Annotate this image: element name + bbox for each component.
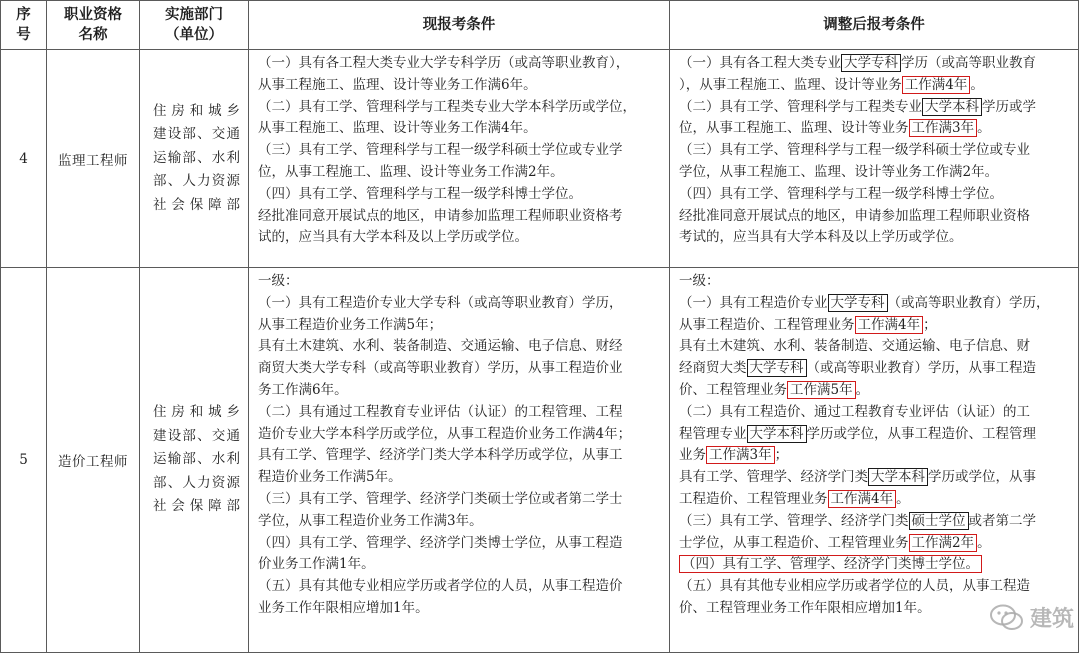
text-segment: 。	[970, 76, 984, 93]
highlight-black: 硕士学位	[909, 512, 969, 530]
row-department	[140, 50, 249, 268]
text-segment: （四）具有工学、管理科学与工程一级学科博士学位。	[679, 185, 1003, 202]
highlight-black: 大学本科	[747, 425, 807, 443]
text-segment: 学历或学位，从事	[928, 469, 1036, 486]
header-current-conditions: 现报考条件	[249, 1, 670, 50]
text-segment: 经商贸大类	[679, 360, 747, 377]
row-adjusted-conditions	[670, 50, 1079, 268]
condition-line	[679, 315, 1070, 337]
text-segment: 。	[855, 381, 870, 398]
condition-line: 务工作满6年。	[258, 381, 348, 398]
condition-line	[679, 533, 1070, 555]
watermark-text: 建筑	[1029, 607, 1074, 632]
condition-line: 经批准同意开展试点的地区，申请参加监理工程师职业资格考	[258, 207, 623, 224]
text-segment: 。	[896, 490, 910, 507]
condition-line	[679, 402, 1070, 424]
condition-line	[679, 75, 1070, 97]
text-segment: ；	[774, 447, 789, 464]
text-segment: 具有工学、管理学、经济学门类	[679, 469, 868, 486]
condition-line: （四）具有工学、管理科学与工程一级学科博士学位。	[258, 185, 582, 202]
highlight-red: 工作满3年	[909, 119, 978, 137]
highlight-black: 大学本科	[922, 98, 982, 116]
condition-line: 从事工程造价业务工作满5年；	[258, 316, 443, 333]
condition-line	[679, 206, 1070, 228]
row-qualification: 监理工程师	[47, 50, 140, 268]
row-current-conditions	[249, 268, 670, 653]
text-segment: 位，从事工程施工、监理、设计等业务	[679, 120, 909, 137]
highlight-black: 大学专科	[828, 294, 888, 312]
department-line: 住房和城乡	[153, 404, 240, 421]
condition-line	[679, 467, 1070, 489]
text-segment: 考试的，应当具有大学本科及以上学历或学位。	[679, 229, 963, 246]
condition-line	[679, 554, 1070, 576]
condition-line: 商贸大类大学专科（或高等职业教育）学历，从事工程造价业	[258, 360, 623, 377]
condition-line: 造价专业大学本科学历或学位，从事工程造价业务工作满4年；	[258, 425, 632, 442]
text-segment: （一）具有各工程大类专业	[679, 55, 841, 71]
text-segment: 从事工程造价、工程管理业务	[679, 316, 855, 333]
department-line: 建设部、交通	[153, 427, 240, 444]
condition-line: （一）具有工程造价专业大学专科（或高等职业教育）学历，	[258, 294, 623, 311]
condition-line	[679, 271, 1070, 293]
row-seq: 4	[1, 50, 47, 268]
department-line: 运输部、水利	[153, 149, 240, 166]
highlight-black: 大学专科	[841, 54, 901, 72]
condition-line: 程造价业务工作满5年。	[258, 469, 402, 486]
text-segment: 价、工程管理业务	[679, 381, 787, 398]
condition-line: （三）具有工学、管理学、经济学门类硕士学位或者第二学士	[258, 490, 623, 507]
highlight-red: 工作满3年	[706, 446, 775, 464]
text-segment: 具有土木建筑、水利、装备制造、交通运输、电子信息、财	[679, 338, 1030, 355]
highlight-red: （四）具有工学、管理学、经济学门类博士学位。	[679, 555, 982, 573]
department-line: 建设部、交通	[153, 126, 240, 143]
text-segment: 价、工程管理业务工作年限相应增加1年。	[679, 599, 931, 616]
condition-line	[679, 358, 1070, 380]
text-segment: 或者第二学	[968, 512, 1036, 529]
text-segment: （三）具有工学、管理科学与工程一级学科硕士学位或专业	[679, 142, 1030, 159]
department-line: 住房和城乡	[153, 102, 240, 119]
text-segment: 学位，从事工程施工、监理、设计等业务工作满2年。	[679, 163, 999, 180]
text-segment: 学历（或高等职业教育	[901, 55, 1036, 71]
row-department	[140, 268, 249, 653]
text-segment: 一级：	[679, 273, 720, 289]
condition-line: 学位，从事工程造价业务工作满3年。	[258, 512, 483, 529]
department-line: 社会保障部	[153, 498, 240, 515]
highlight-red: 工作满4年	[902, 76, 971, 94]
condition-line: 从事工程施工、监理、设计等业务工作满6年。	[258, 76, 537, 93]
header-seq: 序 号	[1, 1, 47, 50]
condition-line: 试的，应当具有大学本科及以上学历或学位。	[258, 229, 528, 246]
text-segment: 程管理专业	[679, 425, 747, 442]
condition-line: 一级：	[258, 273, 299, 289]
text-segment: 业务	[679, 447, 706, 464]
text-segment: （五）具有其他专业相应学历或者学位的人员，从事工程造	[679, 578, 1030, 595]
header-qualification: 职业资格 名称	[47, 1, 140, 50]
condition-line	[679, 227, 1070, 249]
highlight-red: 工作满2年	[909, 534, 978, 552]
row-qualification: 造价工程师	[47, 268, 140, 653]
text-segment: 士学位，从事工程造价、工程管理业务	[679, 534, 909, 551]
condition-line: 具有工学、管理学、经济学门类大学本科学历或学位，从事工	[258, 447, 623, 464]
table-row	[1, 50, 1079, 268]
table-row	[1, 268, 1079, 653]
text-segment: （一）具有工程造价专业	[679, 294, 828, 311]
highlight-black: 大学专科	[747, 359, 807, 377]
condition-line: （四）具有工学、管理学、经济学门类博士学位，从事工程造	[258, 534, 623, 551]
text-segment: （或高等职业教育）学历，从事工程造	[806, 360, 1036, 377]
condition-line: （一）具有各工程大类专业大学专科学历（或高等职业教育），	[258, 55, 630, 71]
condition-line	[679, 489, 1070, 511]
department-line: 社会保障部	[153, 196, 240, 213]
condition-line	[679, 380, 1070, 402]
highlight-black: 大学本科	[868, 468, 928, 486]
condition-line: 业务工作年限相应增加1年。	[258, 599, 429, 616]
condition-line	[679, 293, 1070, 315]
text-segment: 工程造价、工程管理业务	[679, 490, 828, 507]
condition-line: （二）具有工学、管理科学与工程类专业大学本科学历或学位，	[258, 98, 636, 115]
text-segment: （或高等职业教育）学历，	[887, 294, 1050, 311]
row-current-conditions	[249, 50, 670, 268]
condition-line: 价业务工作满1年。	[258, 556, 375, 573]
row-seq: 5	[1, 268, 47, 653]
text-segment: （二）具有工程造价、通过工程教育专业评估（认证）的工	[679, 403, 1030, 420]
condition-line: （五）具有其他专业相应学历或者学位的人员，从事工程造价	[258, 578, 623, 595]
condition-line	[679, 336, 1070, 358]
text-segment: ；	[923, 316, 937, 333]
text-segment: 经批准同意开展试点的地区，申请参加监理工程师职业资格	[679, 207, 1030, 224]
condition-line	[679, 140, 1070, 162]
condition-line: 位，从事工程施工、监理、设计等业务工作满2年。	[258, 163, 564, 180]
department-line: 部、人力资源	[153, 474, 240, 491]
condition-line: 具有土木建筑、水利、装备制造、交通运输、电子信息、财经	[258, 338, 623, 355]
text-segment: （三）具有工学、管理学、经济学门类	[679, 512, 909, 529]
condition-line	[679, 118, 1070, 140]
condition-line: 从事工程施工、监理、设计等业务工作满4年。	[258, 120, 537, 137]
highlight-red: 工作满5年	[787, 381, 856, 399]
highlight-red: 工作满4年	[828, 490, 897, 508]
text-segment: （二）具有工学、管理科学与工程类专业	[679, 98, 922, 115]
text-segment: 。	[977, 120, 991, 137]
text-segment: 学历或学	[982, 98, 1036, 115]
condition-line	[679, 445, 1070, 467]
condition-line	[679, 576, 1070, 598]
header-department: 实施部门 （单位）	[140, 1, 249, 50]
text-segment: ），从事工程施工、监理、设计等业务	[679, 76, 902, 93]
condition-line	[679, 162, 1070, 184]
condition-line: （三）具有工学、管理科学与工程一级学科硕士学位或专业学	[258, 142, 623, 159]
text-segment: 学历或学位，从事工程造价、工程管理	[806, 425, 1036, 442]
condition-line	[679, 598, 1070, 620]
condition-line	[679, 53, 1070, 75]
row-adjusted-conditions	[670, 268, 1079, 653]
condition-line: （二）具有通过工程教育专业评估（认证）的工程管理、工程	[258, 403, 623, 420]
condition-line	[679, 184, 1070, 206]
condition-line	[679, 511, 1070, 533]
text-segment: 。	[977, 534, 991, 551]
condition-line	[679, 97, 1070, 119]
header-adjusted-conditions: 调整后报考条件	[670, 1, 1079, 50]
department-line: 部、人力资源	[153, 173, 240, 190]
department-line: 运输部、水利	[153, 451, 240, 468]
condition-line	[679, 424, 1070, 446]
highlight-red: 工作满4年	[855, 316, 924, 334]
header-row	[1, 1, 1079, 50]
